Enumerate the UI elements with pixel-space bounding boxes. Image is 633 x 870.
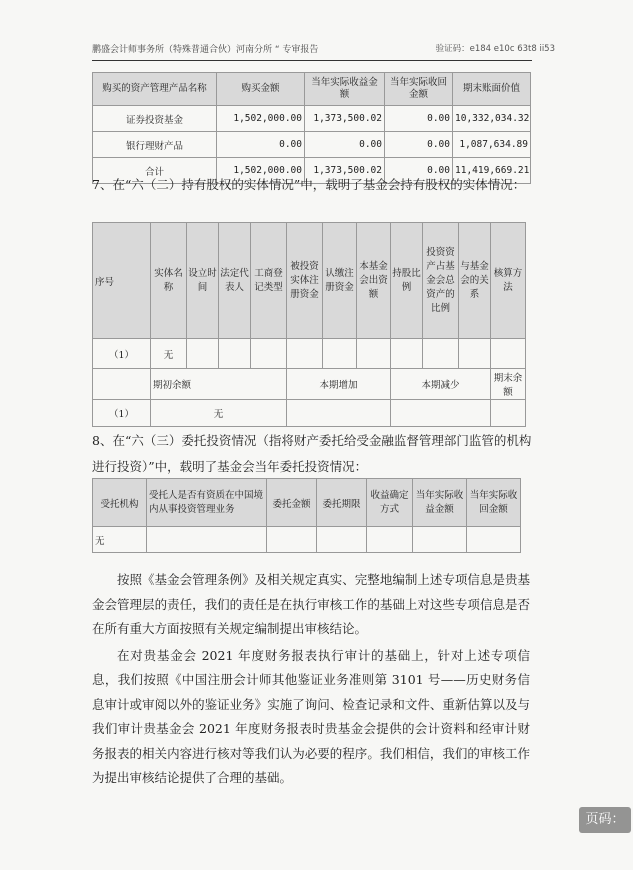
header-income-method: 收益确定方式 (367, 479, 413, 527)
cell-empty (267, 527, 317, 553)
table-row (93, 339, 526, 369)
cell-opening-balance: 无 (151, 400, 287, 427)
page-number-badge: 页码： (579, 807, 631, 833)
header-entity-name: 实体名称 (151, 223, 187, 339)
cell-empty (251, 339, 287, 369)
header-period-decrease: 本期减少 (391, 369, 491, 400)
header-purchase-amount: 购买金额 (217, 73, 305, 106)
cell-empty (459, 339, 491, 369)
table-header-row (93, 223, 526, 339)
header-actual-income: 当年实际收益金额 (305, 73, 385, 106)
cell-empty (423, 339, 459, 369)
cell-book-value: 10,332,034.32 (453, 106, 531, 132)
asset-management-table (92, 72, 531, 184)
header-seq: 序号 (93, 223, 151, 339)
cell-empty (391, 400, 491, 427)
cell-seq: （1） (93, 339, 151, 369)
cell-empty (287, 339, 323, 369)
cell-empty (317, 527, 367, 553)
cell-book-value: 1,087,634.89 (453, 132, 531, 158)
body-text (92, 568, 530, 793)
header-actual-recovered: 当年实际收回金额 (385, 73, 453, 106)
cell-income: 1,373,500.02 (305, 158, 385, 184)
header-actual-income: 当年实际收益金额 (413, 479, 467, 527)
cell-empty (187, 339, 219, 369)
cell-empty (367, 527, 413, 553)
cell-trustee: 无 (93, 527, 147, 553)
cell-empty (93, 369, 151, 400)
header-closing-balance: 期末余额 (491, 369, 526, 400)
balance-header-row (93, 369, 526, 400)
header-book-value: 期末账面价值 (453, 73, 531, 106)
cell-empty (491, 400, 526, 427)
cell-empty (413, 527, 467, 553)
cell-empty (391, 339, 423, 369)
cell-amount: 1,502,000.00 (217, 158, 305, 184)
table-row (93, 400, 526, 427)
cell-empty (147, 527, 267, 553)
section-8-text: 8、在“六（三）委托投资情况（指将财产委托给受金融监督管理部门监管的机构进行投资）”中，载明了基金会当年委托投资情况： (92, 433, 532, 474)
cell-empty (287, 400, 391, 427)
header-accounting-method: 核算方法 (491, 223, 526, 339)
cell-amount: 0.00 (217, 132, 305, 158)
header-opening-balance: 期初余额 (151, 369, 287, 400)
firm-header: 鹏盛会计师事务所（特殊普通合伙）河南分所 “ 专审报告 (92, 45, 319, 55)
header-registered-capital: 被投资实体注册资金 (287, 223, 323, 339)
header-asset-ratio: 投资资产占基金会总资产的比例 (423, 223, 459, 339)
cell-product: 证券投资基金 (93, 106, 217, 132)
cell-recovered: 0.00 (385, 158, 453, 184)
header-legal-rep: 法定代表人 (219, 223, 251, 339)
header-entrusted-term: 委托期限 (317, 479, 367, 527)
cell-income: 1,373,500.02 (305, 106, 385, 132)
header-relationship: 与基金会的关系 (459, 223, 491, 339)
body-paragraph-2: 在对贵基金会 2021 年度财务报表执行审计的基础上，针对上述专项信息，我们按照《中国注册会计师其他鉴证业务准则第 3101 号——历史财务信息审计或审阅以外的鉴证业务》实施了询问、检查记录和文件、重新估算以及与我们审计贵基金会 2021 年度财务报表时贵基金会提供的会计资料和经审计财务报表的相关内容进行核对等我们认为必要的程序。我们相信，我们的审核工作为提出审核结论提供了合理的基础。 (92, 647, 530, 785)
header-entrusted-amount: 委托金额 (267, 479, 317, 527)
cell-entity-name: 无 (151, 339, 187, 369)
cell-empty (357, 339, 391, 369)
cell-product: 银行理财产品 (93, 132, 217, 158)
header-share-ratio: 持股比例 (391, 223, 423, 339)
entrusted-investment-table (92, 478, 521, 553)
header-product-name: 购买的资产管理产品名称 (93, 73, 217, 106)
cell-income: 0.00 (305, 132, 385, 158)
header-registration-type: 工商登记类型 (251, 223, 287, 339)
equity-entities-table (92, 222, 526, 427)
cell-recovered: 0.00 (385, 106, 453, 132)
header-trustee: 受托机构 (93, 479, 147, 527)
verification-code: 验证码：e184 e10c 63t8 ii53 (435, 44, 555, 54)
header-established: 设立时间 (187, 223, 219, 339)
header-trustee-qualification: 受托人是否有资质在中国境内从事投资管理业务 (147, 479, 267, 527)
header-actual-recovered: 当年实际收回金额 (467, 479, 521, 527)
cell-empty (219, 339, 251, 369)
cell-empty (491, 339, 526, 369)
cell-empty (323, 339, 357, 369)
header-period-increase: 本期增加 (287, 369, 391, 400)
cell-empty (467, 527, 521, 553)
table-row (93, 106, 531, 132)
table-header-row (93, 479, 521, 527)
body-paragraph-1: 按照《基金会管理条例》及相关规定真实、完整地编制上述专项信息是贵基金会管理层的责任，我们的责任是在执行审核工作的基础上对这些专项信息是否在所有重大方面按照有关规定编制提出审核结论。 (92, 572, 530, 636)
cell-amount: 1,502,000.00 (217, 106, 305, 132)
cell-total-label: 合计 (93, 158, 217, 184)
table-header-row (93, 73, 531, 106)
cell-book-value: 11,419,669.21 (453, 158, 531, 184)
section-7-text: 7、在“六（二）持有股权的实体情况”中，载明了基金会持有股权的实体情况： (92, 177, 526, 192)
header-rule (92, 60, 532, 61)
table-row (93, 527, 521, 553)
header-contribution: 本基金会出资额 (357, 223, 391, 339)
header-subscribed-capital: 认缴注册资金 (323, 223, 357, 339)
cell-seq: （1） (93, 400, 151, 427)
cell-recovered: 0.00 (385, 132, 453, 158)
table-row (93, 132, 531, 158)
